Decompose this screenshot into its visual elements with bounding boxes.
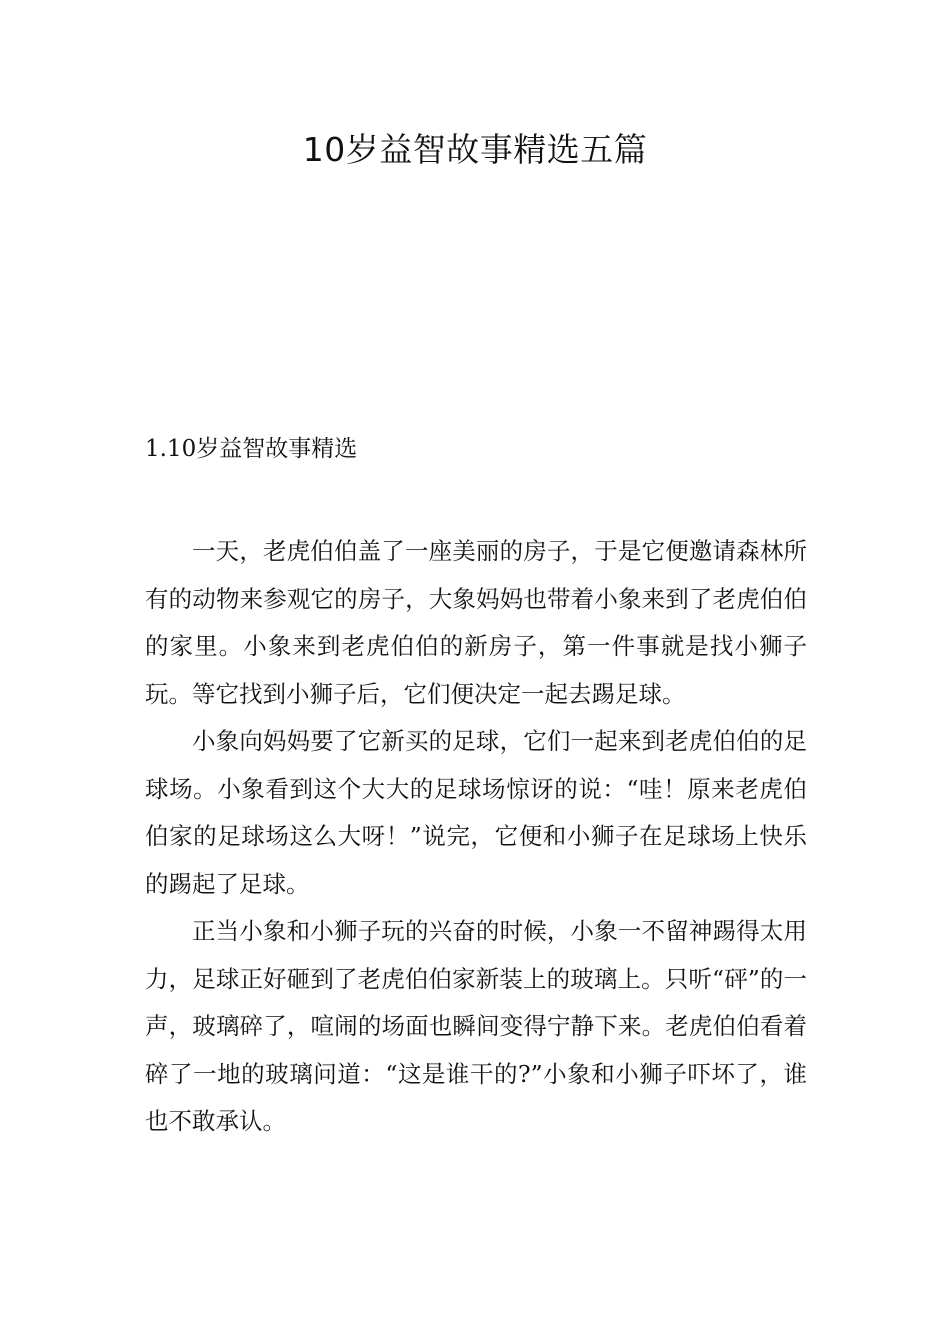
paragraph-2: 小象向妈妈要了它新买的足球，它们一起来到老虎伯伯的足球场。小象看到这个大大的足球场惊讶的说：“哇！原来老虎伯伯家的足球场这么大呀！”说完，它便和小狮子在足球场上快乐的踢起了足球。 [145,727,807,898]
section-heading: 1.10岁益智故事精选 [145,436,358,462]
story-body [145,528,807,1146]
paragraph-1: 一天，老虎伯伯盖了一座美丽的房子，于是它便邀请森林所有的动物来参观它的房子，大象妈妈也带着小象来到了老虎伯伯的家里。小象来到老虎伯伯的新房子，第一件事就是找小狮子玩。等它找到小狮子后，它们便决定一起去踢足球。 [145,537,807,708]
document-title: 10岁益智故事精选五篇 [302,130,648,169]
paragraph-3: 正当小象和小狮子玩的兴奋的时候，小象一不留神踢得太用力，足球正好砸到了老虎伯伯家新装上的玻璃上。只听“砰”的一声，玻璃碎了，喧闹的场面也瞬间变得宁静下来。老虎伯伯看着碎了一地的玻璃问道：“这是谁干的?”小象和小狮子吓坏了，谁也不敢承认。 [145,917,807,1135]
